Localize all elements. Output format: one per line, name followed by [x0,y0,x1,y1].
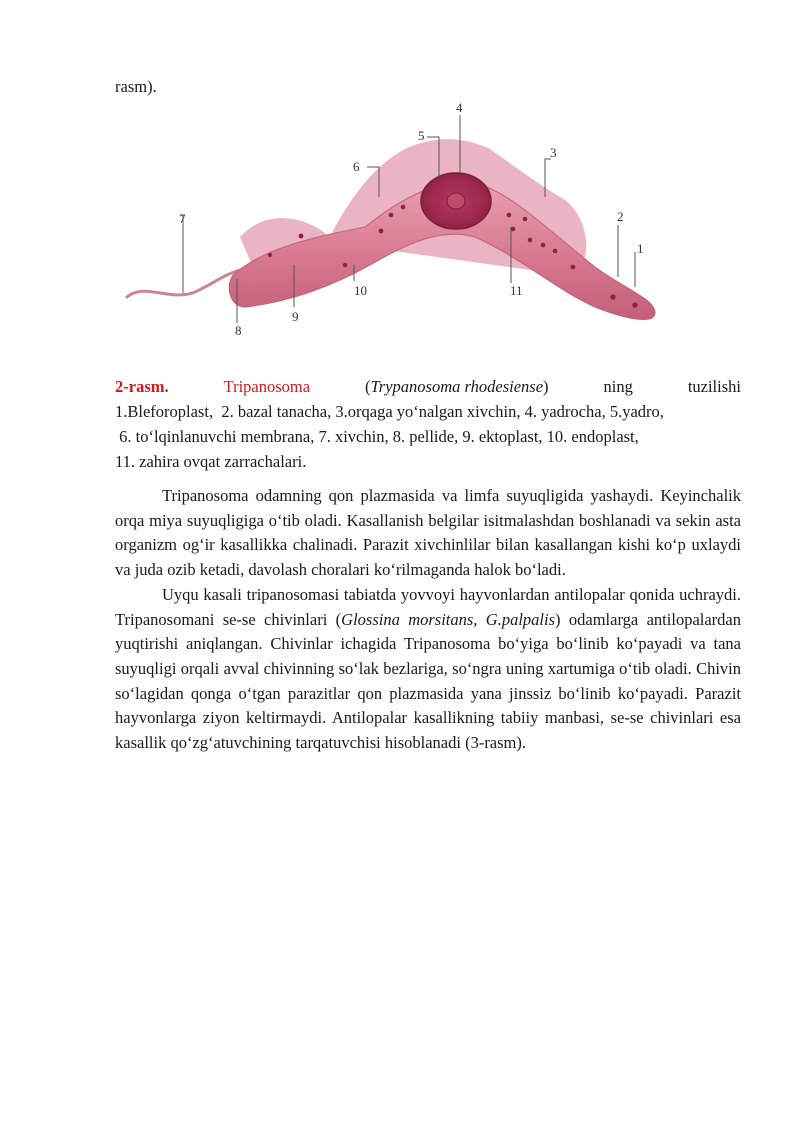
label-1: 1 [637,241,644,256]
figure-caption [115,374,741,474]
paragraph-2-latin: Glossina morsitans, G.palpalis [341,609,556,629]
caption-line-4: 11. zahira ovqat zarrachalari. [115,452,307,471]
caption-title-line [115,374,741,399]
caption-latin: Trypanosoma rhodesiense [370,377,544,396]
paragraph-1: Tripanosoma odamning qon plazmasida va limfa suyuqligida yashaydi. Keyinchalik orqa miya suyuqligiga o‘tib oladi. Kasallanish belgilar isitmalashdan boshlanadi va sekin asta organizm og‘ir kasallikka chalinadi. Parazit xivchinlilar bilan kasallangan kishi ko‘p uxlaydi va juda ozib ketadi, davolash choralari ko‘rilmaganda halok bo‘ladi. [115,486,741,580]
nucleolus [447,193,465,209]
trypanosoma-figure [115,97,685,347]
paragraph-2: Uyqu kasali tripanosomasi tabiatda yovvoyi hayvonlardan antilopalar qonida uchraydi. Tripanosomani se-se chivinlari (Glossina morsitans, G.palpalis) odamlarga antilopalardan yuqtirishi aniqlangan. Chivinlar ichagida Tripanosoma bo‘yiga bo‘linib ko‘payadi va tana suyuqligi orqali avval chivinning so‘lak bezlariga, so‘ngra uning xartumiga o‘tib oladi. Chivin so‘lagidan qonga o‘tgan parazitlar qon plazmasida yana jinssiz bo‘linib ko‘payadi. Parazit hayvonlarga ziyon keltirmaydi. Antilopalar kasallikning tabiiy manbasi, se-se chivinlari esa kasallik qo‘zg‘atuvchining tarqatuvchisi hisoblanadi (3-rasm). [115,584,741,753]
label-10: 10 [354,283,367,298]
caption-word-ning: ning [603,377,633,396]
label-9: 9 [292,309,299,324]
caption-word-tuzilishi: tuzilishi [687,377,741,396]
caption-line-3: 6. to‘lqinlanuvchi membrana, 7. xivchin, 8. pellide, 9. ektoplast, 10. endoplast, [115,427,639,446]
caption-name: Tripanosoma [223,377,311,396]
label-3: 3 [550,145,557,160]
label-2: 2 [617,209,624,224]
label-4: 4 [456,100,463,115]
caption-number: 2-rasm. [115,377,169,396]
label-8: 8 [235,323,242,338]
label-11: 11 [510,283,523,298]
body-text [115,484,741,756]
caption-latin-group: (Trypanosoma rhodesiense) [365,377,549,396]
caption-line-2: 1.Bleforoplast, 2. bazal tanacha, 3.orqaga yo‘nalgan xivchin, 4. yadrocha, 5.yadro, [115,402,664,421]
flagellum [127,269,245,297]
label-5: 5 [418,128,425,143]
continued-text: rasm). [115,77,157,96]
label-6: 6 [353,159,360,174]
label-7: 7 [179,211,186,226]
trypanosoma-diagram [115,97,685,347]
